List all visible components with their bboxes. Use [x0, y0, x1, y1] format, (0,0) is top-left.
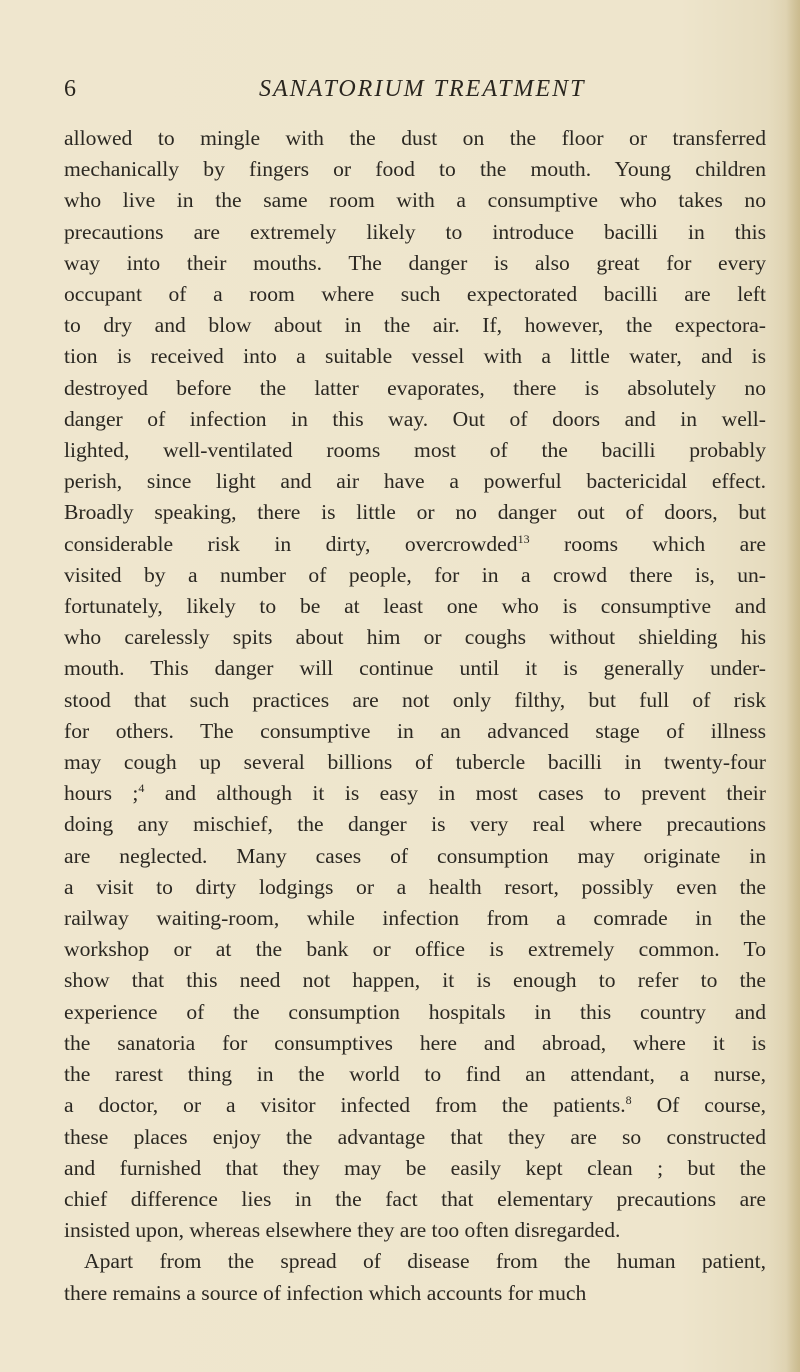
text-line: chief difference lies in the fact that elementary precautions are: [64, 1186, 766, 1211]
text-line: and furnished that they may be easily kept clean ; but the: [64, 1155, 766, 1180]
text-line: for others. The consumptive in an advanced stage of illness: [64, 718, 766, 743]
page-header: [64, 76, 744, 110]
text-line: allowed to mingle with the dust on the floor or transferred: [64, 126, 766, 150]
text-line: lighted, well-ventilated rooms most of the bacilli probably: [64, 438, 766, 463]
text-line: precautions are extremely likely to introduce bacilli in this: [64, 219, 766, 244]
text-line: show that this need not happen, it is enough to refer to the: [64, 968, 766, 993]
body-text: [64, 123, 766, 1309]
text-line: doing any mischief, the danger is very real where precautions: [64, 812, 766, 837]
text-line: occupant of a room where such expectorated bacilli are left: [64, 282, 766, 307]
text-line: experience of the consumption hospitals in this country and: [64, 999, 766, 1024]
text-line: are neglected. Many cases of consumption may originate in: [64, 843, 766, 868]
page-number: 6: [64, 76, 76, 102]
footnote-reference: 4: [138, 781, 145, 796]
text-line: there remains a source of infection which accounts for much: [64, 1280, 587, 1305]
text-line: danger of infection in this way. Out of doors and in well-: [64, 406, 766, 431]
running-title: SANATORIUM TREATMENT: [259, 76, 586, 102]
text-line: visited by a number of people, for in a crowd there is, un-: [64, 562, 766, 587]
text-line: a visit to dirty lodgings or a health resort, possibly even the: [64, 874, 766, 899]
text-line: the rarest thing in the world to find an attendant, a nurse,: [64, 1062, 766, 1087]
paragraph: [64, 123, 766, 1246]
text-line: these places enjoy the advantage that they are so constructed: [64, 1124, 766, 1149]
text-line: who carelessly spits about him or coughs without shielding his: [64, 625, 766, 650]
text-line: stood that such practices are not only filthy, but full of risk: [64, 687, 766, 712]
text-line: the sanatoria for consumptives here and abroad, where it is: [64, 1030, 766, 1055]
text-line: a doctor, or a visitor infected from the patients.$^8$ Of course,: [64, 1093, 767, 1118]
text-line: considerable risk in dirty, overcrowded$^{13}$ rooms which are: [64, 531, 766, 556]
text-line: may cough up several billions of tubercle bacilli in twenty-four: [64, 750, 766, 775]
text-line: workshop or at the bank or office is extremely common. To: [64, 937, 766, 962]
text-line: insisted upon, whereas elsewhere they are too often disregarded.: [64, 1218, 621, 1243]
page-edge-shadow: [786, 0, 800, 1372]
text-line: destroyed before the latter evaporates, there is absolutely no: [64, 375, 766, 400]
text-line: tion is received into a suitable vessel with a little water, and is: [64, 344, 766, 369]
paragraph: [64, 1246, 766, 1308]
text-line: Broadly speaking, there is little or no danger out of doors, but: [64, 500, 766, 525]
text-line: way into their mouths. The danger is also great for every: [64, 250, 766, 275]
footnote-reference: 13: [517, 531, 530, 546]
text-line: fortunately, likely to be at least one who is consumptive and: [64, 594, 766, 619]
text-line: mouth. This danger will continue until it is generally under-: [64, 656, 766, 681]
text-line: mechanically by fingers or food to the mouth. Young children: [64, 157, 766, 182]
text-line: to dry and blow about in the air. If, however, the expectora-: [64, 313, 766, 338]
text-line: perish, since light and air have a powerful bactericidal effect.: [64, 469, 766, 494]
text-line: hours ;$^4$ and although it is easy in most cases to prevent their: [64, 781, 766, 806]
text-line: railway waiting-room, while infection from a comrade in the: [64, 906, 766, 931]
text-line: who live in the same room with a consumptive who takes no: [64, 188, 766, 213]
footnote-reference: 8: [625, 1093, 632, 1108]
text-line: Apart from the spread of disease from the human patient,: [84, 1249, 766, 1274]
